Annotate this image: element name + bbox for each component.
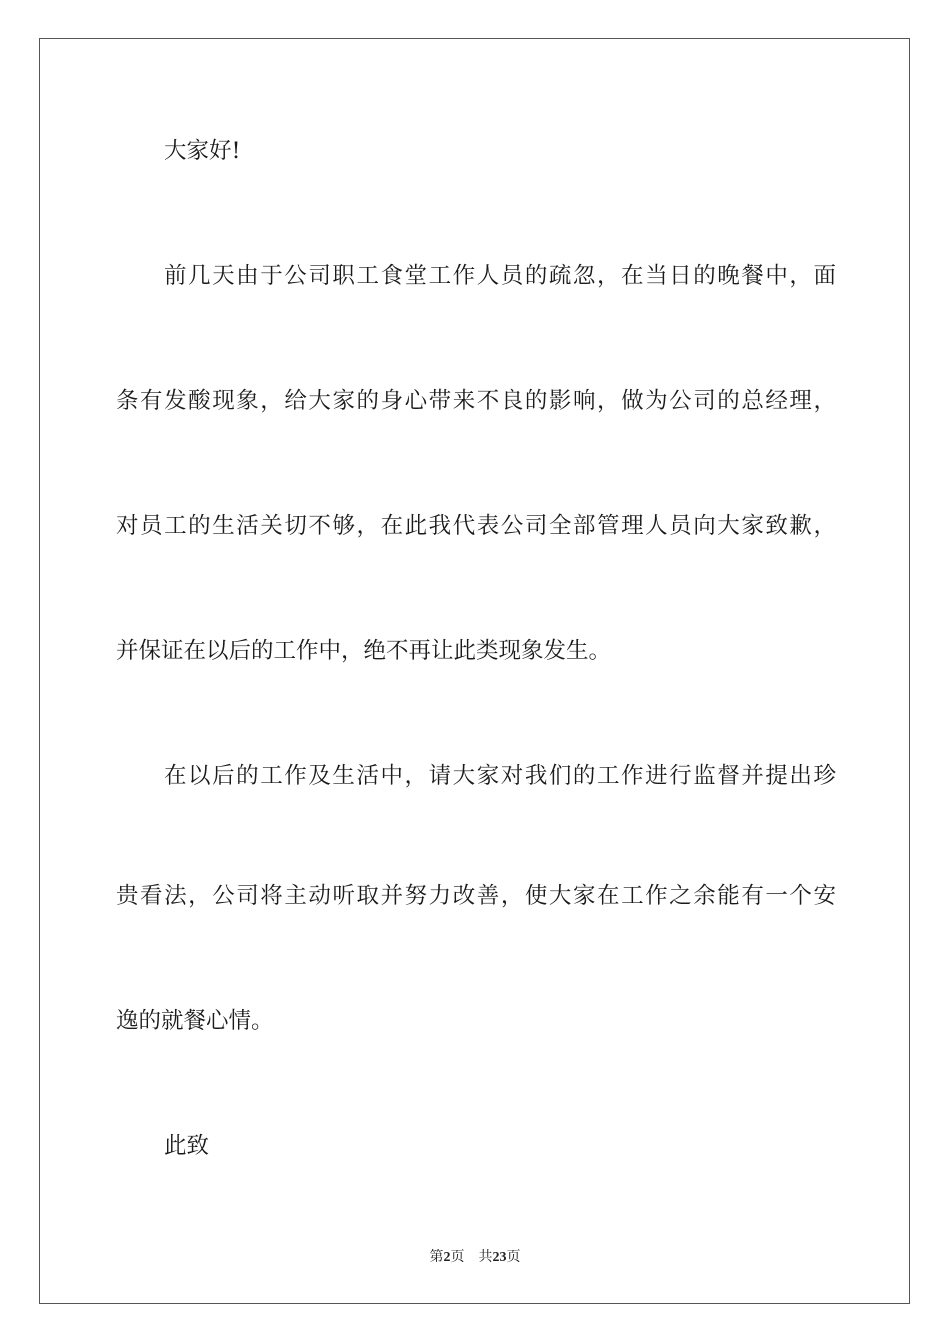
total-suffix: 页 — [506, 1250, 521, 1265]
paragraph-line: 条有发酸现象，给大家的身心带来不良的影响，做为公司的总经理， — [116, 388, 836, 414]
page-border — [39, 38, 910, 1304]
paragraph-line: 并保证在以后的工作中，绝不再让此类现象发生。 — [116, 638, 612, 664]
closing-line: 此致 — [164, 1133, 210, 1159]
paragraph-line: 逸的就餐心情。 — [116, 1008, 274, 1034]
paragraph-line: 对员工的生活关切不够，在此我代表公司全部管理人员向大家致歉， — [116, 513, 836, 539]
page-suffix: 页 — [450, 1250, 465, 1265]
page-footer — [0, 1246, 950, 1266]
greeting-line: 大家好! — [164, 138, 241, 164]
paragraph-line: 贵看法，公司将主动听取并努力改善，使大家在工作之余能有一个安 — [116, 883, 836, 909]
paragraph-line: 前几天由于公司职工食堂工作人员的疏忽，在当日的晚餐中，面 — [164, 263, 836, 289]
page-prefix: 第 — [429, 1250, 444, 1265]
current-page-number: 2 — [443, 1250, 451, 1265]
total-prefix: 共 — [478, 1250, 493, 1265]
total-page-number: 23 — [492, 1250, 507, 1265]
paragraph-line: 在以后的工作及生活中，请大家对我们的工作进行监督并提出珍 — [164, 763, 836, 789]
